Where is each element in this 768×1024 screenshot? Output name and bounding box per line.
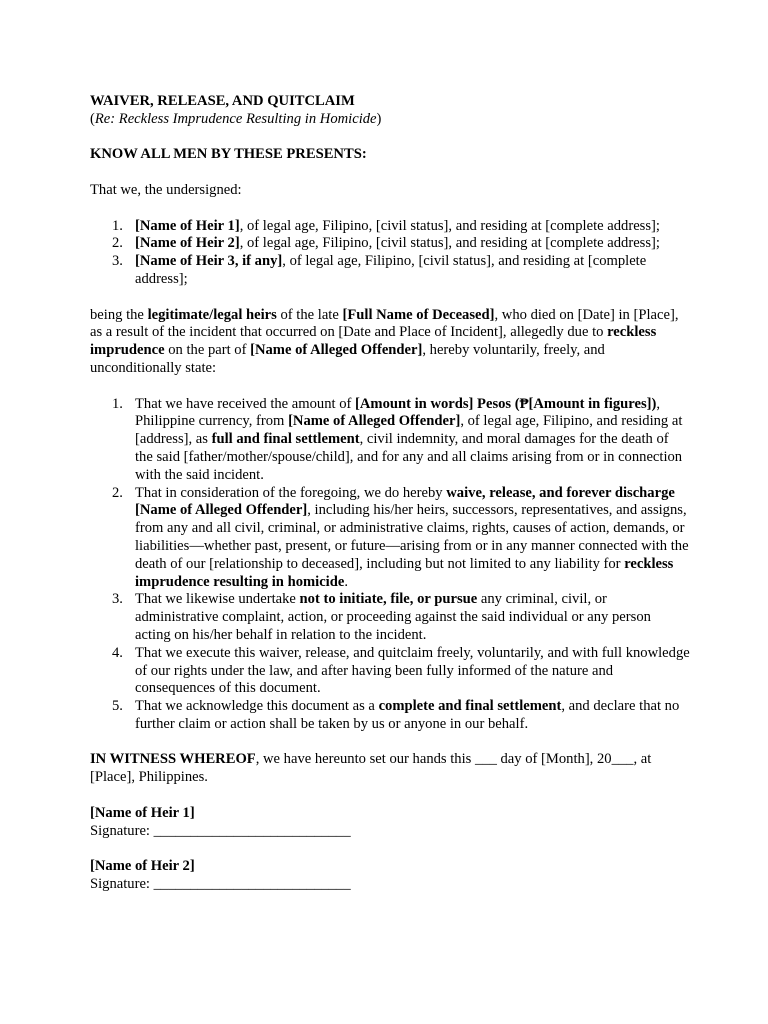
signatory-name: [Name of Heir 2]: [90, 858, 195, 875]
clause-item: 5. That we acknowledge this document as a complete and final settlement, and declare that no further claim or action shall be taken by us or anyone in our behalf.: [112, 698, 680, 732]
heirs-list: [90, 218, 690, 289]
signatory-name: [Name of Heir 1]: [90, 804, 195, 821]
clause-item: 4. That we execute this waiver, release, and quitclaim freely, voluntarily, and with full knowledge of our rights under the law, and after having been fully informed of the nature and consequences of this document.: [112, 644, 690, 697]
signature-line: Signature: ___________________________: [90, 876, 351, 893]
clauses-list: [90, 396, 690, 734]
signature-block: [90, 805, 690, 841]
document-page: [90, 93, 690, 894]
document-subtitle: (Re: Reckless Imprudence Resulting in Homicide): [90, 110, 382, 127]
intro-paragraph: That we, the undersigned:: [90, 181, 242, 198]
signature-block: [90, 858, 690, 894]
being-paragraph: being the legitimate/legal heirs of the late [Full Name of Deceased], who died on [Date] in [Place], as a result of the incident that occurred on [Date and Place of Incident], allegedly due to reckless imprudence on the part of [Name of Alleged Offender], hereby voluntarily, freely, and unconditionally state:: [90, 306, 679, 376]
clause-item: 3. That we likewise undertake not to initiate, file, or pursue any criminal, civil, or administrative complaint, action, or proceeding against the said individual or any person acting on his/her behalf in relation to the incident.: [112, 591, 651, 643]
document-title: WAIVER, RELEASE, AND QUITCLAIM: [90, 93, 355, 109]
signature-line: Signature: ___________________________: [90, 822, 351, 839]
heir-item: 2. [Name of Heir 2], of legal age, Filipino, [civil status], and residing at [complete address];: [112, 235, 660, 252]
heir-item: 1. [Name of Heir 1], of legal age, Filipino, [civil status], and residing at [complete address];: [112, 217, 660, 234]
heir-item: 3. [Name of Heir 3, if any], of legal age, Filipino, [civil status], and residing at [complete address];: [112, 253, 647, 287]
clause-item: 1. That we have received the amount of [Amount in words] Pesos (₱[Amount in figures]), Philippine currency, from [Name of Alleged Offender], of legal age, Filipino, and residing at [address], as full and final settlement, civil indemnity, and moral damages for the death of the said [father/mother/spouse/child], and for any and all claims arising from or in connection with the said incident.: [112, 395, 683, 483]
clause-item: 2. That in consideration of the foregoing, we do hereby waive, release, and forever discharge [Name of Alleged Offender], including his/her heirs, successors, representatives, and assigns, from any and all civil, criminal, or administrative claims, rights, causes of action, demands, or liabilities—whether past, present, or future—arising from or in any manner connected with the death of our [relationship to deceased], including but not limited to any liability for reckless imprudence resulting in homicide.: [112, 484, 689, 590]
witness-paragraph: IN WITNESS WHEREOF, we have hereunto set our hands this ___ day of [Month], 20___, at [Place], Philippines.: [90, 751, 652, 786]
presents-heading: KNOW ALL MEN BY THESE PRESENTS:: [90, 146, 367, 163]
